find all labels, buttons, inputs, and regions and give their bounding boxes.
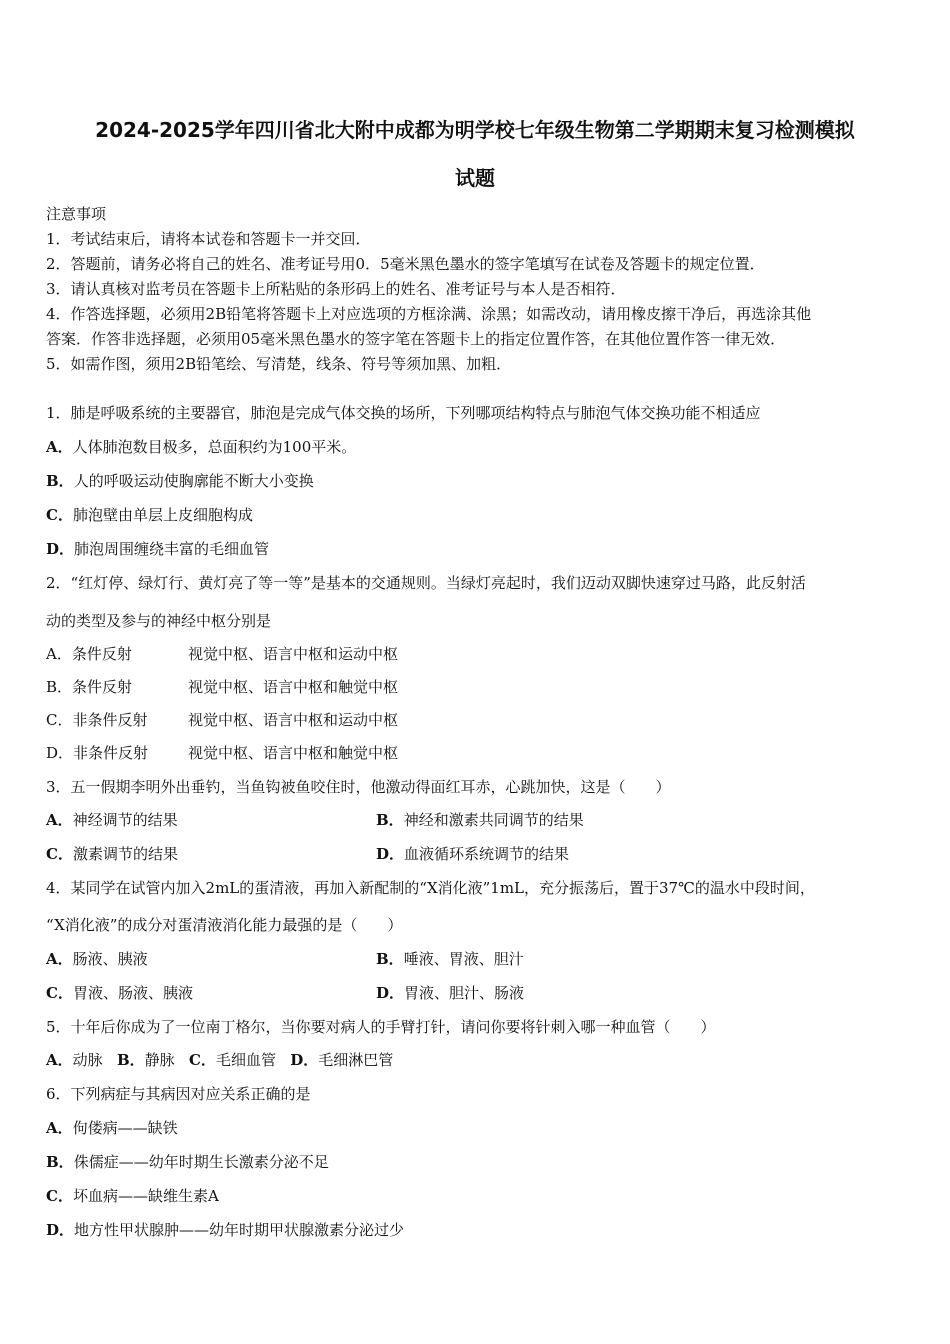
q3-stem: 3．五一假期李明外出垂钓，当鱼钩被鱼咬住时，他激动得面红耳赤，心跳加快，这是（ ）	[46, 778, 671, 796]
page-title-line2: 试题	[455, 166, 495, 190]
option-text: 侏儒症——幼年时期生长激素分泌不足	[73, 1153, 329, 1171]
option-text: 毛细淋巴管	[318, 1051, 394, 1069]
q6-option-b	[46, 1151, 329, 1172]
option-reflex-type: C．非条件反射	[46, 711, 148, 729]
q2-stem-line1: 2．“红灯停、绿灯行、黄灯亮了等一等”是基本的交通规则。当绿灯亮起时，我们迈动双脚快速穿过马路，此反射活	[46, 574, 806, 592]
q5-stem: 5．十年后你成为了一位南丁格尔，当你要对病人的手臂打针，请问你要将针刺入哪一种血管（ ）	[46, 1018, 716, 1036]
q4-stem-line2: “X消化液”的成分对蛋清液消化能力最强的是（ ）	[46, 916, 403, 934]
option-label: A．	[46, 1119, 73, 1137]
option-text: 毛细血管	[215, 1051, 276, 1069]
option-text: 神经调节的结果	[72, 811, 178, 829]
notice-item-5: 5．如需作图，须用2B铅笔绘、写清楚，线条、符号等须加黑、加粗．	[46, 355, 512, 373]
q6-option-a	[46, 1117, 178, 1138]
q4-option-d	[376, 982, 524, 1003]
q5-options	[46, 1049, 393, 1070]
option-label: B．	[376, 950, 404, 968]
option-label: B．	[376, 811, 404, 829]
option-label: D．	[376, 845, 405, 863]
q3-option-c	[46, 843, 178, 864]
option-label: C．	[46, 506, 73, 524]
option-label: A．	[46, 811, 73, 829]
option-text: 激素调节的结果	[72, 845, 178, 863]
option-text: 肺泡壁由单层上皮细胞构成	[72, 506, 253, 524]
q6-stem: 6．下列病症与其病因对应关系正确的是	[46, 1085, 311, 1103]
option-text: 人的呼吸运动使胸廓能不断大小变换	[73, 472, 314, 490]
option-reflex-type: A．条件反射	[46, 645, 132, 663]
option-label: C．	[46, 984, 73, 1002]
option-label: D．	[376, 984, 405, 1002]
option-text: 胃液、胆汁、肠液	[404, 984, 525, 1002]
option-text: 佝偻病——缺铁	[72, 1119, 178, 1137]
option-text: 神经和激素共同调节的结果	[403, 811, 584, 829]
q1-option-a	[46, 436, 356, 457]
option-text: 肺泡周围缠绕丰富的毛细血管	[74, 540, 270, 558]
option-text: 胃液、肠液、胰液	[72, 984, 193, 1002]
option-label: A．	[46, 1051, 73, 1069]
option-centers: 视觉中枢、语言中枢和运动中枢	[188, 645, 399, 663]
q6-option-d	[46, 1219, 404, 1240]
option-text: 血液循环系统调节的结果	[404, 845, 570, 863]
option-label: D．	[46, 1221, 75, 1239]
option-text: 唾液、胃液、胆汁	[403, 950, 524, 968]
option-label: B．	[116, 1051, 145, 1069]
page-title-line1: 2024-2025学年四川省北大附中成都为明学校七年级生物第二学期期末复习检测模拟	[95, 118, 855, 142]
option-text: 人体肺泡数目极多，总面积约为100平米。	[72, 438, 357, 456]
q1-option-b	[46, 470, 314, 491]
notice-item-2: 2．答题前，请务必将自己的姓名、准考证号用0．5毫米黑色墨水的签字笔填写在试卷及答题卡的规定位置．	[46, 255, 765, 273]
option-text: 动脉	[72, 1051, 103, 1069]
option-label: A．	[46, 438, 73, 456]
option-centers: 视觉中枢、语言中枢和运动中枢	[188, 711, 399, 729]
q4-stem-line1: 4．某同学在试管内加入2mL的蛋清液，再加入新配制的“X消化液”1mL，充分振荡后，置于37℃的温水中段时间，	[46, 879, 815, 897]
notice-heading: 注意事项	[46, 205, 107, 223]
option-label: D．	[46, 540, 75, 558]
option-text: 肠液、胰液	[72, 950, 148, 968]
option-centers: 视觉中枢、语言中枢和触觉中枢	[188, 678, 399, 696]
option-label: B．	[46, 472, 74, 490]
option-reflex-type: B．条件反射	[46, 678, 133, 696]
option-label: C．	[188, 1051, 216, 1069]
q2-stem-line2: 动的类型及参与的神经中枢分别是	[46, 612, 272, 630]
q2-option-b	[46, 676, 398, 697]
option-text: 静脉	[144, 1051, 175, 1069]
q2-option-d	[46, 742, 398, 763]
q2-option-a	[46, 643, 398, 664]
option-centers: 视觉中枢、语言中枢和触觉中枢	[188, 744, 399, 762]
notice-item-1: 1．考试结束后，请将本试卷和答题卡一并交回．	[46, 230, 371, 248]
q1-stem: 1．肺是呼吸系统的主要器官，肺泡是完成气体交换的场所，下列哪项结构特点与肺泡气体交换功能不相适应	[46, 404, 761, 422]
option-text: 坏血病——缺维生素A	[72, 1187, 219, 1205]
notice-item-3: 3．请认真核对监考员在答题卡上所粘贴的条形码上的姓名、准考证号与本人是否相符．	[46, 280, 626, 298]
q1-option-c	[46, 504, 253, 525]
option-label: C．	[46, 1187, 73, 1205]
q3-option-b	[376, 809, 584, 830]
notice-item-4-cont: 答案．作答非选择题，必须用05毫米黑色墨水的签字笔在答题卡上的指定位置作答，在其他位置作答一律无效．	[46, 330, 786, 348]
option-label: A．	[46, 950, 73, 968]
q6-option-c	[46, 1185, 219, 1206]
option-label: C．	[46, 845, 73, 863]
q4-option-c	[46, 982, 193, 1003]
option-reflex-type: D．非条件反射	[46, 744, 149, 762]
q4-option-a	[46, 948, 148, 969]
q3-option-a	[46, 809, 178, 830]
option-text: 地方性甲状腺肿——幼年时期甲状腺激素分泌过少	[74, 1221, 405, 1239]
q1-option-d	[46, 538, 269, 559]
q2-option-c	[46, 709, 398, 730]
option-label: B．	[46, 1153, 74, 1171]
q4-option-b	[376, 948, 524, 969]
notice-item-4: 4．作答选择题，必须用2B铅笔将答题卡上对应选项的方框涂满、涂黑；如需改动，请用橡皮擦干净后，再选涂其他	[46, 305, 812, 323]
option-label: D．	[290, 1051, 319, 1069]
q3-option-d	[376, 843, 569, 864]
